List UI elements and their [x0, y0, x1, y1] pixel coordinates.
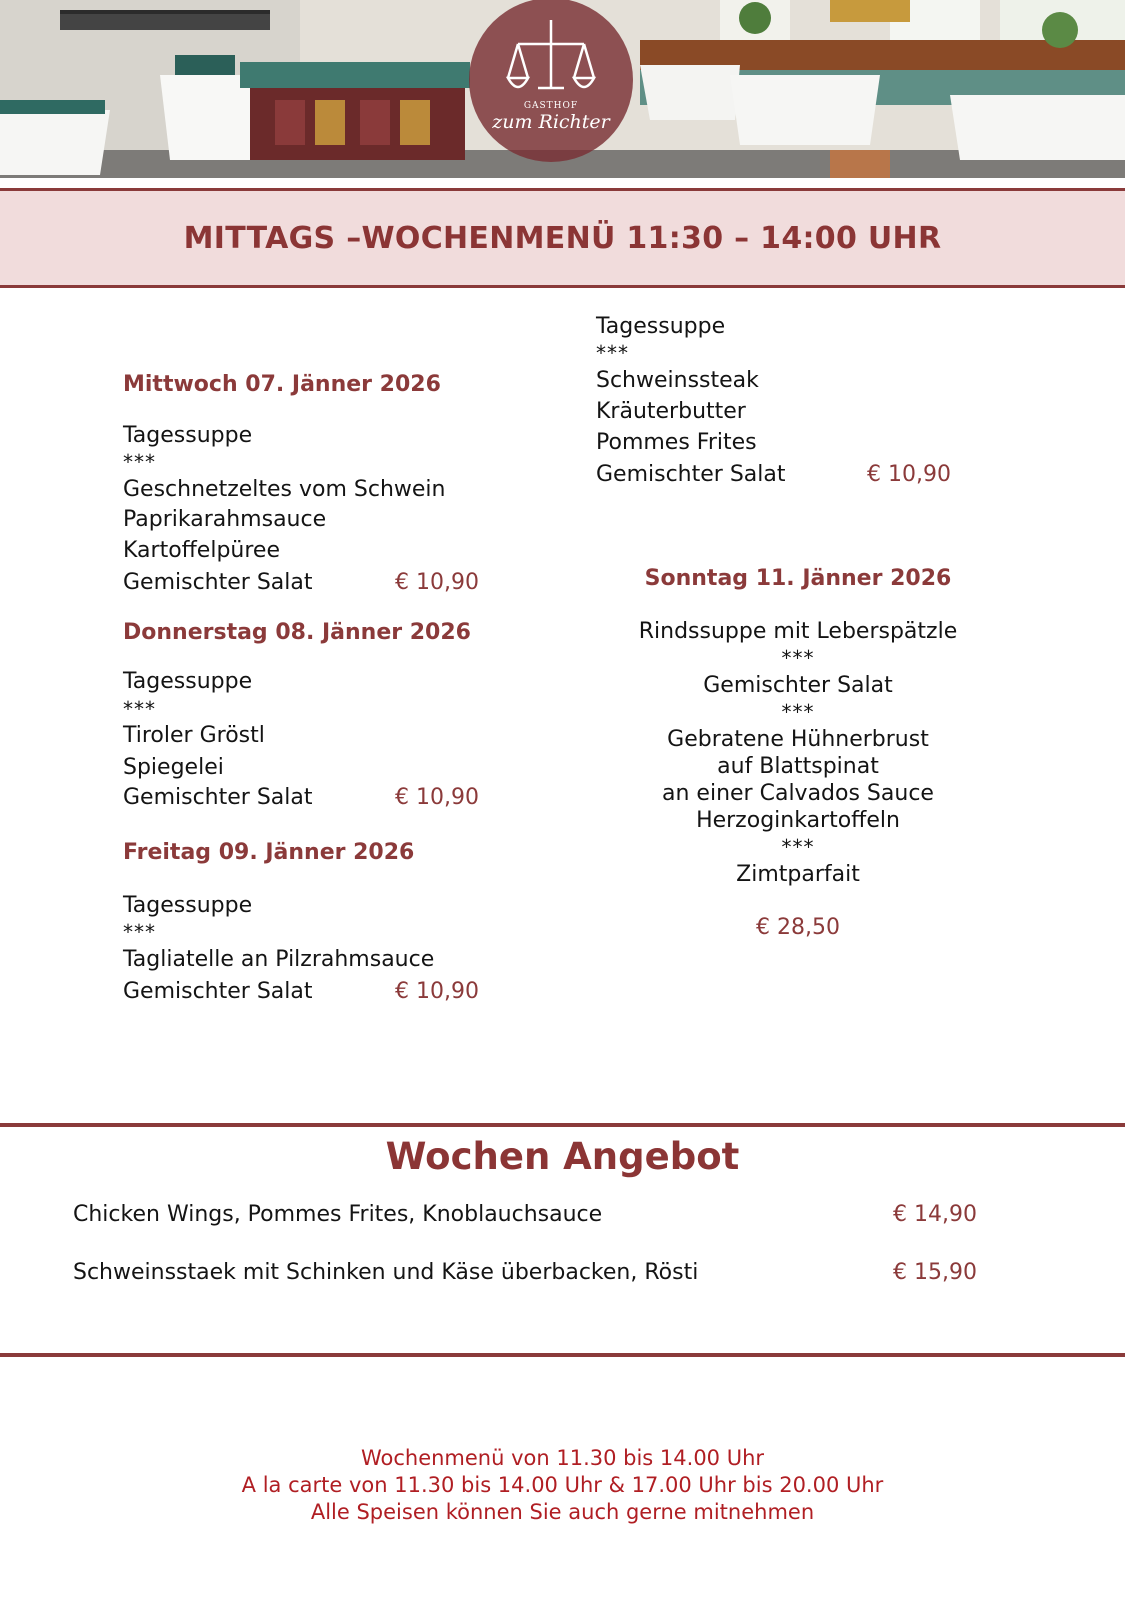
day-title-freitag: Freitag 09. Jänner 2026: [123, 840, 415, 865]
menu-line: Tagessuppe: [123, 893, 253, 918]
menu-line: Tagessuppe: [123, 669, 253, 694]
divider-bottom: [0, 1353, 1125, 1357]
price-sonntag: € 28,50: [756, 915, 840, 940]
footer-line-hours-menu: Wochenmenü von 11.30 bis 14.00 Uhr: [360, 1446, 765, 1470]
menu-line: an einer Calvados Sauce: [662, 781, 934, 806]
menu-line: Rindssuppe mit Leberspätzle: [638, 619, 958, 644]
logo-small-text: GASTHOF: [523, 101, 579, 111]
offer-item-price: € 15,90: [893, 1260, 977, 1285]
offer-item-price: € 14,90: [893, 1202, 977, 1227]
price-donnerstag: € 10,90: [395, 785, 479, 810]
price-freitag: € 10,90: [395, 979, 479, 1004]
separator-stars: ***: [123, 450, 156, 474]
divider-top: [0, 1123, 1125, 1127]
menu-line: Gemischter Salat: [123, 979, 313, 1004]
menu-line: Gemischter Salat: [123, 785, 313, 810]
page-title: MITTAGS –WOCHENMENÜ 11:30 – 14:00 UHR: [183, 221, 942, 256]
menu-line: Schweinssteak: [596, 368, 759, 393]
footer-line-hours-carte: A la carte von 11.30 bis 14.00 Uhr & 17.00 Uhr bis 20.00 Uhr: [241, 1473, 884, 1497]
menu-line: Tiroler Gröstl: [123, 723, 265, 748]
logo-name: zum Richter: [492, 111, 610, 133]
menu-line: Gemischter Salat: [123, 570, 313, 595]
menu-line: Pommes Frites: [596, 430, 757, 455]
restaurant-interior-illustration: [0, 0, 1125, 178]
price-saturday: € 10,90: [867, 462, 951, 487]
menu-line: Kartoffelpüree: [123, 538, 280, 563]
offer-item-name: Schweinsstaek mit Schinken und Käse überbacken, Rösti: [73, 1260, 699, 1285]
separator-stars: ***: [123, 920, 156, 944]
menu-line: Herzoginkartoffeln: [696, 808, 900, 833]
menu-line: Zimtparfait: [736, 862, 860, 887]
day-title-sonntag: Sonntag 11. Jänner 2026: [644, 566, 952, 591]
menu-line: Gemischter Salat: [703, 673, 893, 698]
menu-line: Spiegelei: [123, 755, 224, 780]
separator-stars: ***: [781, 835, 815, 859]
separator-stars: ***: [596, 341, 629, 365]
separator-stars: ***: [123, 697, 156, 721]
price-mittwoch: € 10,90: [395, 570, 479, 595]
separator-stars: ***: [781, 700, 815, 724]
separator-stars: ***: [781, 646, 815, 670]
day-title-donnerstag: Donnerstag 08. Jänner 2026: [123, 620, 471, 645]
offers-title: Wochen Angebot: [385, 1135, 740, 1178]
menu-line: Tagliatelle an Pilzrahmsauce: [123, 947, 435, 972]
menu-line: Tagessuppe: [596, 314, 726, 339]
menu-line: Tagessuppe: [123, 423, 253, 448]
menu-line: Paprikarahmsauce: [123, 507, 327, 532]
header-photo: [0, 0, 1125, 178]
day-title-mittwoch: Mittwoch 07. Jänner 2026: [123, 372, 441, 397]
footer-line-takeaway: Alle Speisen können Sie auch gerne mitnehmen: [310, 1500, 815, 1524]
menu-line: auf Blattspinat: [717, 754, 879, 779]
menu-line: Kräuterbutter: [596, 399, 746, 424]
menu-line: Gebratene Hühnerbrust: [667, 727, 929, 752]
menu-line: Geschnetzeltes vom Schwein: [123, 477, 446, 502]
offer-item-name: Chicken Wings, Pommes Frites, Knoblauchsauce: [73, 1202, 603, 1227]
menu-line: Gemischter Salat: [596, 462, 786, 487]
